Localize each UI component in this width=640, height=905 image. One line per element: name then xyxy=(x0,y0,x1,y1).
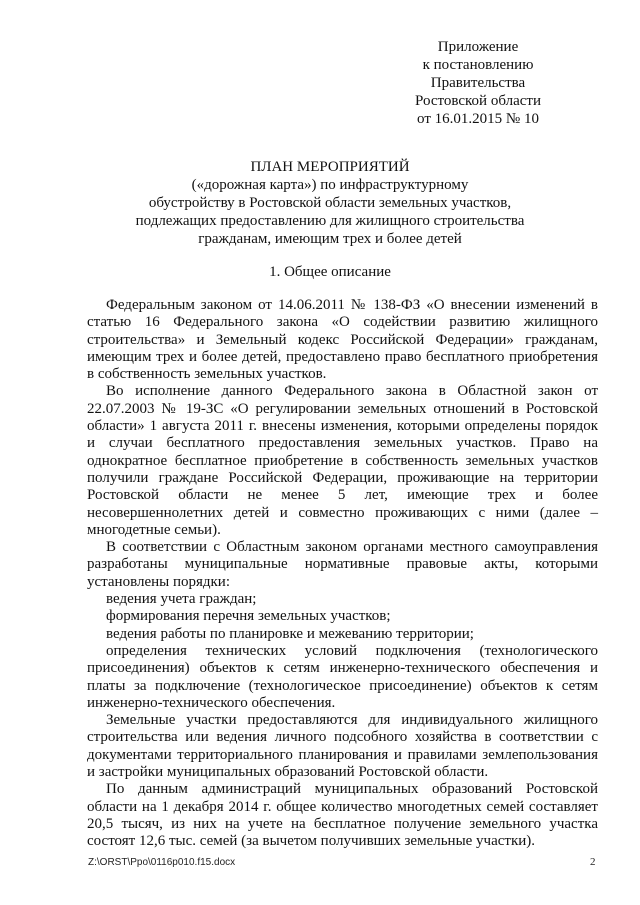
annex-line: Правительства xyxy=(430,75,526,91)
title-line: гражданам, имеющим трех и более детей xyxy=(198,231,462,247)
list-item: ведения учета граждан; xyxy=(106,591,257,608)
list-item: ведения работы по планировке и межеванию территории; xyxy=(106,625,474,642)
annex-line: от 16.01.2015 № 10 xyxy=(417,111,539,127)
paragraph: Федеральным законом от 14.06.2011 № 138-ФЗ «О внесении изменений в статью 16 Федерального закона «О содействии развитию жилищного строительства» и Земельный кодекс Российской Федерации» гражданам, имеющим трех и более детей, предоставлено право бесплатного приобретения в собственность земельных участков. xyxy=(87,297,598,383)
paragraph: По данным администраций муниципальных образований Ростовской области на 1 декабря 2014 г. общее количество многодетных семей составляет 20,5 тысяч, из них на учете на бесплатное получение земельного участка состоят 12,6 тыс. семей (за вычетом получивших земельные участки). xyxy=(87,781,598,850)
list-item: определения технических условий подключения (технологического присоединения) объектов к сетям инженерно-технического обеспечения и платы за подключение (технологическое присоединение) объектов к сетям инженерно-технического обеспечения. xyxy=(87,642,598,711)
annex-line: Ростовской области xyxy=(415,93,541,109)
title-line: («дорожная карта») по инфраструктурному xyxy=(191,177,469,193)
page-number: 2 xyxy=(590,856,596,868)
title-line: обустройству в Ростовской области земельных участков, xyxy=(148,195,512,211)
paragraph: В соответствии с Областным законом органами местного самоуправления разработаны муниципальные нормативные правовые акты, которыми установлены порядки: xyxy=(87,539,598,590)
title-line: ПЛАН МЕРОПРИЯТИЙ xyxy=(250,159,410,175)
paragraph: Земельные участки предоставляются для индивидуального жилищного строительства или ведения личного подсобного хозяйства в соответствии с документами территориального планирования и правилами землепользования и застройки муниципальных образований Ростовской области. xyxy=(87,712,598,781)
paragraph: Во исполнение данного Федерального закона в Областной закон от 22.07.2003 № 19-ЗС «О регулировании земельных отношений в Ростовской области» 1 августа 2011 г. внесены изменения, которыми определены порядок и случаи бесплатного предоставления земельных участков. Право на однократное бесплатное приобретение в собственность земельных участков получили граждане Российской Федерации, проживающие на территории Ростовской области не менее 5 лет, имеющие трех и более несовершеннолетних детей и совместно проживающих с ними (далее – многодетные семьи). xyxy=(87,383,598,538)
annex-line: к постановлению xyxy=(422,57,534,73)
section-heading: 1. Общее описание xyxy=(269,264,391,280)
annex-line: Приложение xyxy=(437,39,519,55)
footer-file-path: Z:\ORST\Ppo\0116p010.f15.docx xyxy=(88,857,236,868)
title-line: подлежащих предоставлению для жилищного строительства xyxy=(135,213,525,229)
document-body xyxy=(87,297,598,851)
document-title xyxy=(90,158,570,248)
annex-block xyxy=(378,38,578,128)
list-item: формирования перечня земельных участков; xyxy=(106,608,391,625)
